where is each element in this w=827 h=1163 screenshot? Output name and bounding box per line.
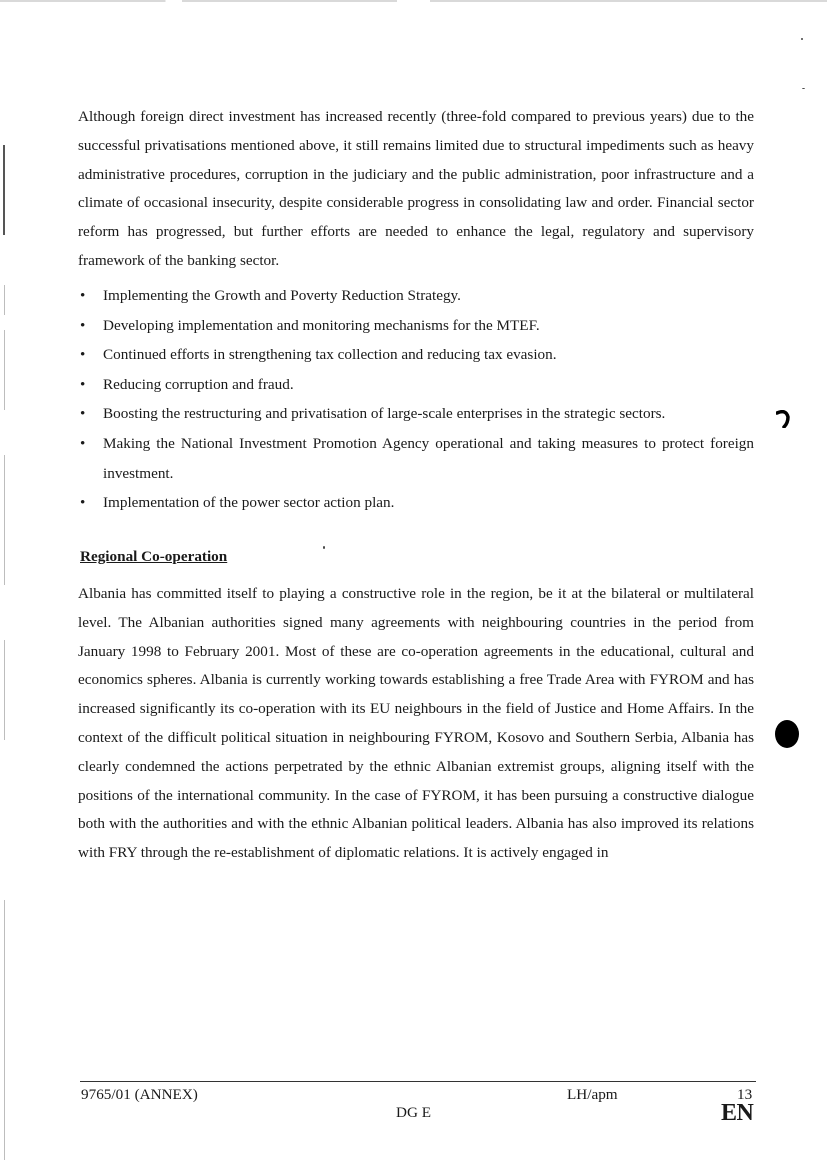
directorate-label: DG E bbox=[396, 1104, 432, 1121]
bullet-icon: • bbox=[80, 375, 86, 393]
document-reference: 9765/01 (ANNEX) bbox=[81, 1086, 198, 1103]
scan-left-edge-mark bbox=[4, 455, 5, 585]
scan-speck bbox=[323, 546, 325, 549]
list-item bbox=[78, 340, 754, 370]
scan-left-edge-mark bbox=[4, 900, 5, 1160]
scan-left-edge-mark bbox=[4, 640, 5, 740]
list-item bbox=[78, 281, 754, 311]
bullet-icon: • bbox=[80, 494, 86, 512]
scan-hook-mark bbox=[776, 410, 790, 428]
priority-list bbox=[78, 281, 754, 518]
list-item bbox=[78, 488, 754, 518]
author-initials: LH/apm bbox=[567, 1086, 618, 1103]
bullet-icon: • bbox=[80, 316, 86, 334]
page-number: 13 bbox=[737, 1086, 753, 1103]
list-item-text: Boosting the restructuring and privatisation of large-scale enterprises in the strategic sectors. bbox=[103, 405, 666, 423]
list-item-text: Implementation of the power sector action plan. bbox=[103, 494, 395, 512]
bullet-icon: • bbox=[80, 434, 86, 452]
punch-hole bbox=[775, 720, 799, 748]
list-item-text: Developing implementation and monitoring mechanisms for the MTEF. bbox=[103, 316, 540, 334]
scan-speck bbox=[801, 38, 803, 40]
footer-divider bbox=[80, 1081, 756, 1082]
list-item bbox=[78, 370, 754, 400]
scan-left-edge-mark bbox=[3, 145, 5, 235]
language-code: EN bbox=[721, 1100, 754, 1126]
list-item bbox=[78, 399, 754, 429]
bullet-icon: • bbox=[80, 405, 86, 423]
bullet-icon: • bbox=[80, 287, 86, 304]
list-item-text: Making the National Investment Promotion Agency operational and taking measures to protect foreign investment. bbox=[103, 434, 754, 482]
list-item bbox=[78, 429, 754, 488]
scan-speck bbox=[802, 88, 805, 89]
list-item-text: Continued efforts in strengthening tax collection and reducing tax evasion. bbox=[103, 346, 557, 364]
list-item bbox=[78, 311, 754, 341]
list-item-text: Reducing corruption and fraud. bbox=[103, 375, 294, 393]
paragraph-investment: Although foreign direct investment has increased recently (three-fold compared to previous years) due to the successful privatisations mentioned above, it still remains limited due to structural impediments such as heavy administrative procedures, corruption in the judiciary and the public administration, poor infrastructure and a climate of occasional insecurity, despite considerable progress in consolidating law and order. Financial sector reform has progressed, but further efforts are needed to enhance the legal, regulatory and supervisory framework of the banking sector. bbox=[78, 108, 754, 269]
scan-top-edge bbox=[0, 0, 827, 2]
scan-left-edge-mark bbox=[4, 330, 5, 410]
section-heading: Regional Co-operation bbox=[80, 548, 228, 565]
paragraph-regional-cooperation: Albania has committed itself to playing a constructive role in the region, be it at the bilateral or multilateral level. The Albanian authorities signed many agreements with neighbouring countries in the period from January 1998 to February 2001. Most of these are co-operation agreements in the educational, cultural and economics spheres. Albania is currently working towards establishing a free Trade Area with FYROM and has increased significantly its co-operation with its EU neighbours in the field of Justice and Home Affairs. In the context of the difficult political situation in neighbouring FYROM, Kosovo and Southern Serbia, Albania has clearly condemned the actions perpetrated by the ethnic Albanian extremist groups, aligning itself with the positions of the international community. In the case of FYROM, it has been pursuing a constructive dialogue both with the authorities and with the ethnic Albanian political leaders. Albania has also improved its relations with FRY through the re-establishment of diplomatic relations. It is actively engaged in bbox=[78, 585, 754, 862]
bullet-icon: • bbox=[80, 346, 86, 364]
list-item-text: Implementing the Growth and Poverty Reduction Strategy. bbox=[103, 287, 461, 304]
scan-left-edge-mark bbox=[4, 285, 5, 315]
